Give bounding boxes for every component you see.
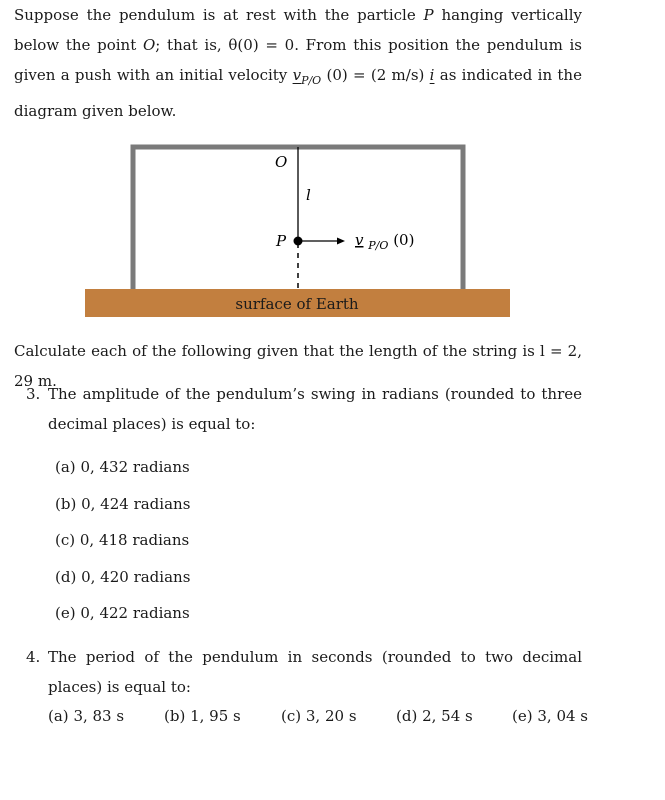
intro-text-4: . From this position the pendulum is given a push with an initial velocity xyxy=(14,36,583,84)
intro-velocity-value: (0) = (2 m/s) xyxy=(326,66,425,84)
q3-option-b[interactable] xyxy=(55,489,190,519)
q4-option-b[interactable] xyxy=(164,701,241,731)
option-label: (b) xyxy=(164,707,186,725)
velocity-arrow-head xyxy=(337,238,345,245)
intro-text-1: Suppose the pendulum is at rest with the particle xyxy=(14,6,416,24)
option-value: 0, 420 radians xyxy=(81,568,191,586)
option-label: (e) xyxy=(512,707,533,725)
option-label: (a) xyxy=(48,707,69,725)
intro-point-symbol: O xyxy=(142,36,156,54)
q4-option-c[interactable] xyxy=(281,701,357,731)
option-label: (c) xyxy=(55,531,76,549)
option-label: (d) xyxy=(55,568,77,586)
option-value: 0, 418 radians xyxy=(79,531,190,549)
label-O: O xyxy=(275,153,288,171)
option-value: 0, 422 radians xyxy=(80,604,190,622)
option-value: 1, 95 s xyxy=(190,707,241,725)
option-label: (e) xyxy=(55,604,76,622)
velocity-label-subscript: P/O xyxy=(368,239,389,252)
q4-option-e[interactable] xyxy=(512,701,588,731)
calc-length-value: l = 2, 29 m. xyxy=(14,342,582,390)
q4-option-a[interactable] xyxy=(48,701,124,731)
q4-option-d[interactable] xyxy=(396,701,473,731)
q3-option-e[interactable] xyxy=(55,598,190,628)
velocity-label-v: v xyxy=(355,231,364,249)
intro-theta-equation: θ(0) = 0 xyxy=(228,36,295,54)
q4-text: The period of the pendulum in seconds (rounded to two decimal places) is equal to: xyxy=(48,648,582,696)
pendulum-diagram xyxy=(0,130,665,325)
option-value: 0, 432 radians xyxy=(80,458,190,476)
intro-text-3: ; that is, xyxy=(155,36,222,54)
velocity-label xyxy=(355,231,414,253)
label-length-l: l xyxy=(306,186,311,204)
intro-velocity-symbol: v xyxy=(292,66,302,84)
intro-text-2: hanging vertically below the point xyxy=(14,6,582,54)
pendulum-particle xyxy=(294,237,303,246)
option-value: 3, 83 s xyxy=(73,707,125,725)
q3-option-a[interactable] xyxy=(55,452,190,482)
option-value: 3, 20 s xyxy=(305,707,357,725)
option-label: (d) xyxy=(396,707,418,725)
q3-option-c[interactable] xyxy=(55,525,189,555)
option-label: (b) xyxy=(55,495,77,513)
q3-option-d[interactable] xyxy=(55,562,190,592)
option-label: (c) xyxy=(281,707,302,725)
option-value: 0, 424 radians xyxy=(81,495,191,513)
calc-prefix: Calculate each of the following given that the length of the string is xyxy=(14,342,535,360)
velocity-label-time: (0) xyxy=(393,231,415,249)
intro-text-5: as indicated in the diagram given below. xyxy=(14,66,582,120)
option-value: 3, 04 s xyxy=(537,707,589,725)
intro-paragraph xyxy=(14,0,582,126)
intro-unit-vector-i: i xyxy=(429,66,435,84)
ground-label: surface of Earth xyxy=(235,295,359,313)
q3-text: The amplitude of the pendulum’s swing in radians (rounded to three decimal places) is equal to: xyxy=(48,385,582,433)
intro-particle-symbol: P xyxy=(423,6,434,24)
option-value: 2, 54 s xyxy=(422,707,473,725)
option-label: (a) xyxy=(55,458,76,476)
q4-number: 4. xyxy=(26,648,41,666)
intro-velocity-subscript: P/O xyxy=(301,74,322,87)
q3-number: 3. xyxy=(26,385,41,403)
label-P: P xyxy=(276,232,287,250)
